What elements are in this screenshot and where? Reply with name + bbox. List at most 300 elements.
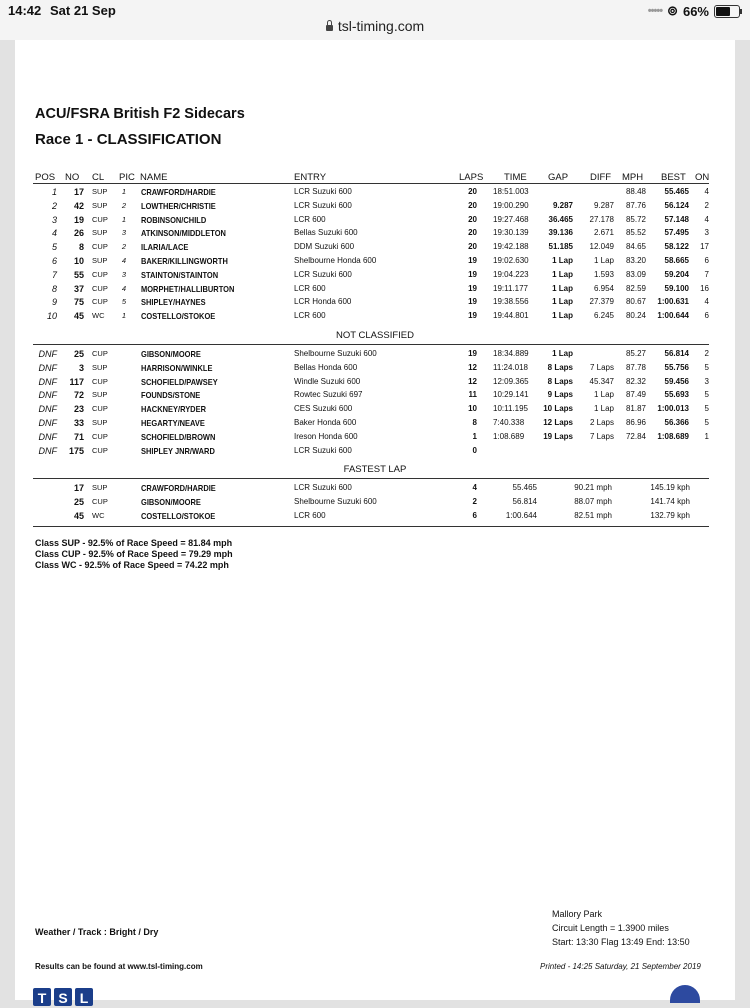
cell-pos: DNF: [38, 404, 57, 415]
cell-laps: 12: [468, 376, 477, 386]
cell-time: 19:38.556: [493, 297, 529, 307]
header-pos: POS: [35, 172, 56, 183]
header-mph: MPH: [622, 172, 644, 183]
cell-kmh: 141.74 kph: [650, 497, 690, 506]
table-row: [15, 496, 735, 510]
cell-no: 42: [73, 200, 84, 211]
cell-gap: 1 Lap: [552, 311, 573, 321]
cell-best: 56.366: [664, 418, 689, 427]
url-text: tsl-timing.com: [337, 18, 425, 34]
cell-gap: 9.287: [552, 200, 573, 210]
cell-time: 19:04.223: [493, 269, 529, 279]
header-entry: ENTRY: [294, 172, 327, 183]
weather-info: Weather / Track : Bright / Dry: [35, 927, 159, 937]
cell-laps: 8: [472, 418, 477, 427]
cell-entry: Shelbourne Honda 600: [294, 256, 377, 265]
cell-no: 55: [73, 269, 84, 280]
cell-on: 3: [704, 228, 709, 238]
cell-gap: 8 Laps: [547, 376, 573, 386]
cell-pos: DNF: [38, 362, 57, 373]
table-row: [15, 214, 735, 228]
cell-pic: 4: [121, 283, 126, 293]
cell-pos: 3: [51, 214, 57, 225]
cell-diff: 27.379: [589, 297, 614, 307]
cell-cl: CUP: [92, 242, 108, 252]
url-bar[interactable]: [0, 18, 750, 34]
cell-no: 25: [73, 349, 84, 359]
cell-kmh: 132.79 kph: [650, 511, 690, 520]
cell-name: COSTELLO/STOKOE: [141, 511, 216, 521]
header-on: ON: [695, 172, 710, 183]
cell-time: 12:09.365: [493, 376, 529, 386]
cell-on: 5: [704, 362, 709, 372]
cell-cl: CUP: [92, 349, 108, 358]
header-name: NAME: [140, 172, 168, 183]
cell-mph: 72.84: [625, 431, 646, 441]
logo-letter: T: [33, 988, 51, 1006]
cell-mph: 87.78: [625, 362, 646, 372]
cell-on: 5: [704, 404, 709, 414]
cell-laps: 10: [468, 404, 477, 414]
cell-name: STAINTON/STAINTON: [141, 269, 219, 280]
cell-pic: 2: [121, 200, 126, 210]
cell-best: 56.814: [664, 349, 689, 358]
fastest-lap-heading: FASTEST LAP: [343, 464, 407, 475]
cell-no: 3: [78, 362, 84, 373]
cell-diff: 1.593: [593, 269, 614, 279]
header-divider: [33, 183, 709, 184]
cell-name: ROBINSON/CHILD: [141, 214, 207, 225]
cell-no: 33: [73, 418, 84, 428]
cell-laps: 4: [472, 483, 477, 492]
logo-letter: L: [75, 988, 93, 1006]
cell-laps: 0: [472, 445, 477, 455]
cell-pic: 5: [121, 297, 126, 307]
tsl-logo: [33, 988, 93, 1006]
cell-pic: 1: [121, 214, 126, 224]
cell-on: 17: [700, 242, 709, 252]
table-row: [15, 445, 735, 459]
cell-entry: LCR 600: [294, 283, 326, 293]
cell-on: 4: [704, 214, 709, 224]
cell-entry: Bellas Honda 600: [294, 362, 358, 372]
table-row: [15, 389, 735, 403]
cell-laps: 20: [468, 242, 477, 252]
cell-no: 26: [73, 228, 84, 239]
cell-best: 57.148: [664, 214, 689, 224]
table-row: [15, 403, 735, 417]
cell-gap: 9 Laps: [547, 390, 573, 400]
cell-name: CRAWFORD/HARDIE: [141, 483, 216, 493]
cell-no: 8: [78, 242, 84, 253]
cell-entry: LCR Suzuki 600: [294, 445, 352, 455]
cell-laps: 19: [468, 311, 477, 321]
cell-best: 59.456: [664, 376, 689, 386]
cell-mph: 85.27: [625, 349, 646, 358]
cell-cl: SUP: [92, 362, 108, 372]
cell-pos: 9: [51, 297, 57, 308]
cell-best: 55.756: [664, 362, 689, 372]
cell-name: HARRISON/WINKLE: [141, 362, 213, 373]
cell-cl: CUP: [92, 283, 108, 293]
cell-on: 16: [700, 283, 709, 293]
table-row: [15, 227, 735, 241]
table-row: [15, 241, 735, 255]
cell-entry: Shelbourne Suzuki 600: [294, 349, 377, 358]
cell-pos: 1: [51, 187, 57, 197]
status-bar: [0, 0, 750, 40]
cell-gap: 51.185: [548, 242, 573, 252]
cell-pos: DNF: [38, 431, 57, 442]
cell-diff: 9.287: [593, 200, 614, 210]
cell-laps: 19: [468, 256, 477, 265]
cell-diff: 6.954: [593, 283, 614, 293]
table-row: [15, 362, 735, 376]
cell-gap: 1 Lap: [552, 283, 573, 293]
cell-cl: CUP: [92, 497, 108, 506]
cell-mph: 80.67: [625, 297, 646, 307]
header-best: BEST: [661, 172, 686, 183]
cell-best: 56.124: [664, 200, 689, 210]
cell-time: 19:27.468: [493, 214, 529, 224]
cell-no: 45: [73, 311, 84, 322]
cell-pic: 2: [121, 242, 126, 252]
results-url[interactable]: Results can be found at www.tsl-timing.com: [35, 962, 203, 971]
cell-mph: 82.32: [625, 376, 646, 386]
table-row: [15, 296, 735, 310]
cell-pos: DNF: [38, 445, 57, 456]
cell-best: 1:00.631: [657, 297, 689, 307]
cell-best: 1:08.689: [657, 431, 689, 441]
cell-diff: 12.049: [589, 242, 614, 252]
cell-cl: SUP: [92, 187, 108, 196]
cell-entry: LCR Suzuki 600: [294, 200, 352, 210]
cell-name: SCHOFIELD/PAWSEY: [141, 376, 218, 387]
header-no: NO: [65, 172, 80, 183]
cell-pos: DNF: [38, 418, 57, 428]
cell-no: 75: [73, 297, 84, 308]
cell-time: 7:40.338: [493, 418, 525, 427]
table-row: [15, 482, 735, 496]
cell-no: 23: [73, 404, 84, 415]
cell-on: 5: [704, 390, 709, 400]
cell-pos: DNF: [38, 349, 57, 359]
cell-laps: 19: [468, 269, 477, 279]
table-row: [15, 186, 735, 200]
cell-name: BAKER/KILLINGWORTH: [141, 256, 228, 266]
cell-name: SCHOFIELD/BROWN: [141, 431, 216, 442]
header-time: TIME: [504, 172, 527, 183]
cell-diff: 27.178: [589, 214, 614, 224]
cell-mph: 86.96: [625, 418, 646, 427]
wifi-icon: ⊚: [667, 3, 678, 18]
cell-laps: 11: [468, 390, 477, 400]
cell-on: 1: [704, 431, 709, 441]
header-cl: CL: [92, 172, 105, 183]
cell-gap: 1 Lap: [552, 297, 573, 307]
cell-pos: 6: [51, 256, 57, 266]
cell-name: GIBSON/MOORE: [141, 349, 201, 359]
cell-best: 55.465: [664, 187, 689, 196]
cell-time: 19:02.630: [493, 256, 529, 265]
cell-mph: 82.59: [625, 283, 646, 293]
cell-best: 58.122: [664, 242, 689, 252]
cell-time: 10:29.141: [493, 390, 529, 400]
cell-diff: 2.671: [593, 228, 614, 238]
cell-entry: Rowtec Suzuki 697: [294, 390, 363, 400]
cell-mph: 87.49: [625, 390, 646, 400]
signal-icon: •••••: [647, 5, 663, 17]
table-row: [15, 376, 735, 390]
cell-name: CRAWFORD/HARDIE: [141, 187, 216, 197]
divider: [33, 478, 709, 479]
cell-entry: LCR Suzuki 600: [294, 483, 352, 492]
header-laps: LAPS: [459, 172, 484, 183]
cell-no: 37: [73, 283, 84, 294]
cell-on: 7: [704, 269, 709, 279]
cell-pos: 10: [46, 311, 57, 322]
cell-entry: CES Suzuki 600: [294, 404, 353, 414]
not-classified-heading: NOT CLASSIFIED: [336, 330, 414, 341]
cell-on: 5: [704, 418, 709, 427]
cell-no: 45: [73, 511, 84, 521]
cell-laps: 6: [472, 511, 477, 520]
organiser-logo: [670, 985, 700, 1003]
logo-letter: S: [54, 988, 72, 1006]
cell-name: SHIPLEY JNR/WARD: [141, 445, 215, 456]
cell-pic: 3: [121, 269, 126, 279]
cell-time: 1:08.689: [493, 431, 525, 441]
cell-diff: 45.347: [589, 376, 614, 386]
cell-time: 19:42.188: [493, 242, 529, 252]
cell-mph: 83.20: [625, 256, 646, 265]
cell-name: HACKNEY/RYDER: [141, 404, 206, 415]
table-row: [15, 510, 735, 524]
cell-laps: 1: [472, 431, 477, 441]
cell-pos: DNF: [38, 376, 57, 387]
cell-pos: 2: [51, 200, 57, 211]
cell-no: 72: [73, 390, 84, 401]
table-row: [15, 283, 735, 297]
cell-time: 11:24.018: [493, 362, 528, 372]
cell-cl: SUP: [92, 256, 108, 265]
cell-mph: 81.87: [625, 404, 646, 414]
cell-cl: CUP: [92, 214, 108, 224]
cell-cl: SUP: [92, 200, 108, 210]
cell-cl: SUP: [92, 418, 108, 427]
cell-time: 55.465: [512, 483, 537, 492]
cell-no: 17: [73, 483, 84, 493]
cell-mph: 83.09: [625, 269, 646, 279]
cell-mph: 80.24: [625, 311, 646, 321]
table-row: [15, 417, 735, 431]
cell-time: 19:30.139: [493, 228, 529, 238]
cell-diff: 1 Lap: [593, 256, 614, 265]
cell-best: 1:00.013: [657, 404, 689, 414]
cell-on: 4: [704, 297, 709, 307]
lock-icon: [326, 25, 333, 31]
cell-name: SHIPLEY/HAYNES: [141, 297, 206, 308]
race-title: Race 1 - CLASSIFICATION: [35, 131, 222, 148]
cell-diff: 1 Lap: [593, 390, 614, 400]
cell-time: 10:11.195: [493, 404, 528, 414]
cell-time: 19:00.290: [493, 200, 529, 210]
cell-best: 59.100: [664, 283, 689, 293]
cell-pos: 8: [51, 283, 57, 294]
table-row: [15, 200, 735, 214]
cell-laps: 20: [468, 200, 477, 210]
cell-mph: 88.48: [625, 187, 646, 196]
cell-entry: Ireson Honda 600: [294, 431, 358, 441]
cell-entry: DDM Suzuki 600: [294, 242, 355, 252]
cell-time: 19:44.801: [493, 311, 529, 321]
cell-name: ATKINSON/MIDDLETON: [141, 228, 226, 239]
cell-entry: LCR Suzuki 600: [294, 187, 352, 196]
cell-gap: 1 Lap: [552, 349, 573, 358]
cell-pic: 3: [121, 228, 126, 238]
cell-gap: 10 Laps: [543, 404, 573, 414]
cell-pos: 7: [51, 269, 57, 280]
table-row: [15, 255, 735, 269]
cell-name: ILARIA/LACE: [141, 242, 189, 253]
cell-cl: CUP: [92, 445, 108, 455]
cell-pos: DNF: [38, 390, 57, 401]
cell-cl: CUP: [92, 269, 108, 279]
cell-best: 57.495: [664, 228, 689, 238]
cell-entry: LCR Honda 600: [294, 297, 352, 307]
class-speed: Class SUP - 92.5% of Race Speed = 81.84 mph: [35, 538, 233, 548]
cell-on: 6: [704, 256, 709, 265]
cell-mph: 90.21 mph: [574, 483, 612, 492]
cell-diff: 7 Laps: [589, 431, 614, 441]
cell-cl: WC: [92, 311, 105, 321]
cell-pic: 1: [121, 187, 126, 196]
cell-on: 2: [704, 200, 709, 210]
status-indicators: [648, 3, 740, 19]
cell-laps: 19: [468, 349, 477, 358]
cell-name: MORPHET/HALLIBURTON: [141, 283, 235, 294]
table-row: [15, 431, 735, 445]
cell-gap: 8 Laps: [547, 362, 573, 372]
cell-pic: 4: [121, 256, 126, 265]
status-time: 14:42: [8, 3, 42, 18]
race-times: Start: 13:30 Flag 13:49 End: 13:50: [552, 937, 690, 947]
cell-no: 17: [73, 187, 84, 197]
cell-diff: 7 Laps: [589, 362, 614, 372]
cell-on: 4: [704, 187, 709, 196]
cell-no: 175: [68, 445, 84, 456]
cell-pos: 4: [51, 228, 57, 239]
cell-mph: 87.76: [625, 200, 646, 210]
cell-cl: CUP: [92, 376, 108, 386]
cell-gap: 36.465: [548, 214, 573, 224]
cell-mph: 82.51 mph: [574, 511, 612, 520]
table-row: [15, 310, 735, 324]
cell-laps: 20: [468, 228, 477, 238]
cell-no: 71: [73, 431, 84, 442]
cell-cl: CUP: [92, 431, 108, 441]
cell-gap: 1 Lap: [552, 269, 573, 279]
divider: [33, 526, 709, 527]
cell-cl: SUP: [92, 228, 108, 238]
cell-kmh: 145.19 kph: [650, 483, 690, 492]
class-speed: Class WC - 92.5% of Race Speed = 74.22 mph: [35, 560, 229, 570]
cell-cl: WC: [92, 511, 105, 520]
cell-gap: 39.136: [548, 228, 573, 238]
cell-time: 56.814: [512, 497, 537, 506]
cell-pos: 5: [51, 242, 57, 253]
cell-time: 18:34.889: [493, 349, 529, 358]
cell-entry: Windle Suzuki 600: [294, 376, 361, 386]
table-row: [15, 269, 735, 283]
header-gap: GAP: [548, 172, 569, 183]
cell-name: COSTELLO/STOKOE: [141, 311, 216, 322]
cell-no: 25: [73, 497, 84, 507]
cell-laps: 19: [468, 283, 477, 293]
cell-gap: 19 Laps: [543, 431, 573, 441]
cell-best: 59.204: [664, 269, 689, 279]
cell-entry: Bellas Suzuki 600: [294, 228, 358, 238]
cell-entry: LCR 600: [294, 214, 326, 224]
cell-diff: 1 Lap: [593, 404, 614, 414]
divider: [33, 344, 709, 345]
cell-name: LOWTHER/CHRISTIE: [141, 200, 216, 211]
cell-entry: LCR 600: [294, 311, 326, 321]
cell-time: 18:51.003: [493, 187, 529, 196]
header-pic: PIC: [119, 172, 135, 183]
printed-timestamp: Printed - 14:25 Saturday, 21 September 2019: [540, 962, 701, 971]
cell-mph: 85.52: [625, 228, 646, 238]
cell-laps: 20: [468, 187, 477, 196]
cell-name: FOUNDS/STONE: [141, 390, 201, 401]
cell-mph: 85.72: [625, 214, 646, 224]
cell-no: 117: [69, 376, 84, 387]
cell-time: 19:11.177: [493, 283, 528, 293]
cell-gap: 12 Laps: [543, 418, 573, 427]
cell-mph: 84.65: [625, 242, 646, 252]
cell-on: 6: [704, 311, 709, 321]
cell-entry: LCR Suzuki 600: [294, 269, 352, 279]
cell-laps: 2: [472, 497, 477, 506]
cell-laps: 19: [468, 297, 477, 307]
cell-cl: SUP: [92, 483, 108, 492]
cell-no: 10: [73, 256, 84, 266]
cell-diff: 2 Laps: [589, 418, 614, 427]
class-speed: Class CUP - 92.5% of Race Speed = 79.29 mph: [35, 549, 233, 559]
cell-name: HEGARTY/NEAVE: [141, 418, 205, 428]
cell-entry: Baker Honda 600: [294, 418, 357, 427]
event-title: ACU/FSRA British F2 Sidecars: [35, 106, 245, 122]
cell-diff: 6.245: [593, 311, 614, 321]
cell-entry: LCR 600: [294, 511, 326, 520]
battery-icon: [714, 5, 740, 18]
cell-on: 2: [704, 349, 709, 358]
battery-percent: 66%: [682, 3, 709, 19]
cell-cl: CUP: [92, 297, 108, 307]
cell-laps: 20: [468, 214, 477, 224]
venue-name: Mallory Park: [552, 909, 603, 919]
cell-cl: CUP: [92, 404, 108, 414]
cell-best: 1:00.644: [657, 311, 689, 321]
cell-pic: 1: [121, 311, 126, 321]
results-document: [15, 40, 735, 1006]
table-row: [15, 348, 735, 362]
cell-laps: 12: [468, 362, 477, 372]
cell-best: 55.693: [664, 390, 689, 400]
header-diff: DIFF: [590, 172, 612, 183]
circuit-length: Circuit Length = 1.3900 miles: [552, 923, 669, 933]
cell-on: 3: [704, 376, 709, 386]
